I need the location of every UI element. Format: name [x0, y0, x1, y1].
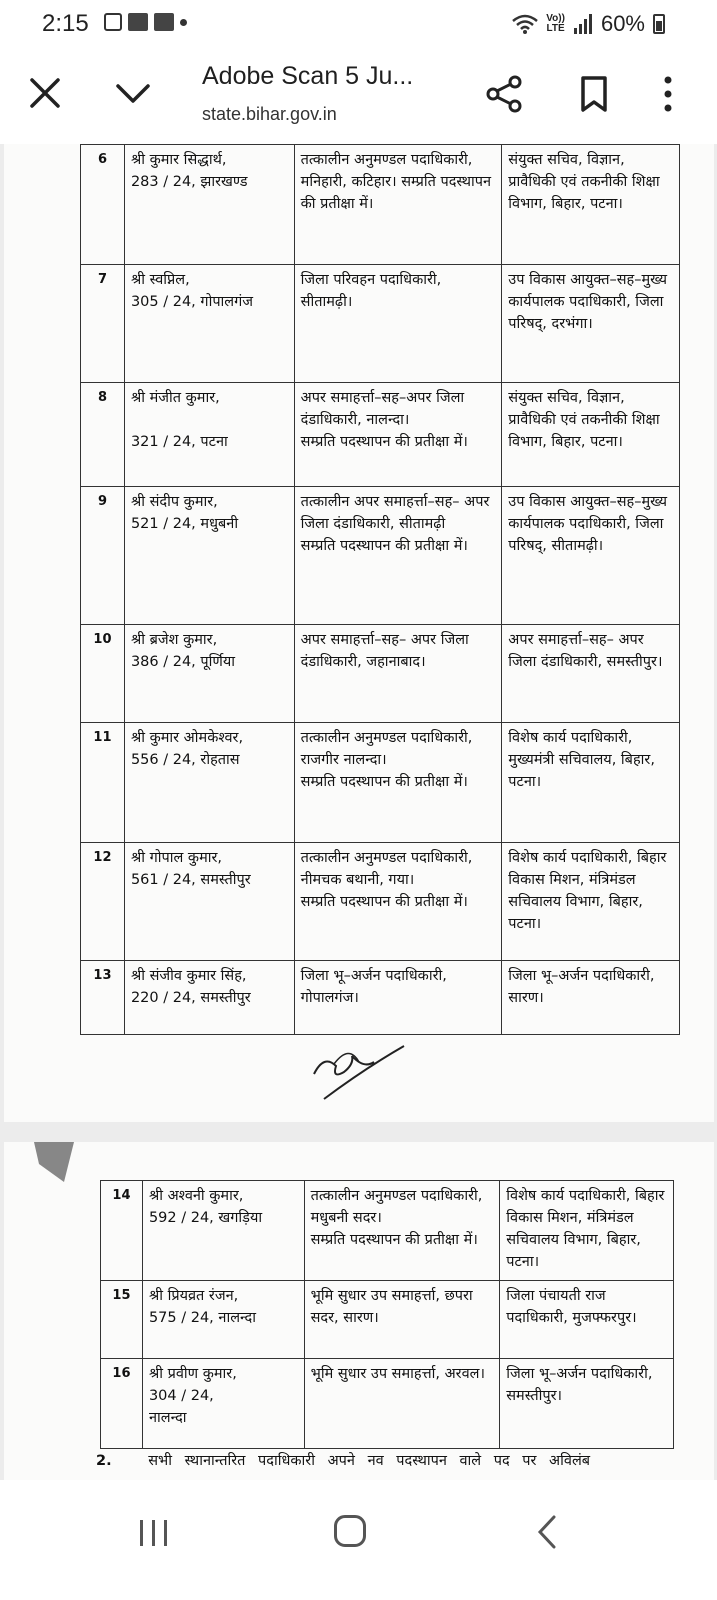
officer-name-cell: श्री संजीव कुमार सिंह, 220 / 24, समस्तीपुर: [124, 961, 294, 1035]
new-posting-cell: संयुक्त सचिव, विज्ञान, प्रावैधिकी एवं तकनीकी शिक्षा विभाग, बिहार, पटना।: [502, 145, 680, 265]
back-icon[interactable]: [534, 1514, 560, 1550]
navigation-bar: [0, 1480, 717, 1600]
system-status: [512, 11, 665, 37]
recent-apps-icon[interactable]: [136, 1518, 172, 1548]
transfer-table-1: [80, 144, 680, 1035]
new-posting-cell: जिला भू–अर्जन पदाधिकारी, समस्तीपुर।: [500, 1359, 674, 1449]
new-posting-cell: उप विकास आयुक्त–सह–मुख्य कार्यपालक पदाधिकारी, जिला परिषद्, दरभंगा।: [502, 265, 680, 383]
current-posting-cell: अपर समाहर्त्ता–सह–अपर जिला दंडाधिकारी, नालन्दा। सम्प्रति पदस्थापन की प्रतीक्षा में।: [294, 383, 502, 487]
new-posting-cell: अपर समाहर्त्ता–सह– अपर जिला दंडाधिकारी, समस्तीपुर।: [502, 625, 680, 723]
gallery-notification-icon: [104, 13, 122, 31]
serial-number-cell: 9: [81, 487, 125, 625]
paragraph-2: [96, 1450, 590, 1470]
officer-name-cell: श्री कुमार ओमकेश्वर, 556 / 24, रोहतास: [124, 723, 294, 843]
officer-name-cell: श्री प्रियव्रत रंजन, 575 / 24, नालन्दा: [142, 1281, 304, 1359]
document-title: Adobe Scan 5 Ju...: [202, 62, 414, 90]
volte-label: Vo)): [546, 13, 565, 24]
lte-label: LTE: [546, 23, 565, 34]
serial-number-cell: 16: [101, 1359, 143, 1449]
serial-number-cell: 11: [81, 723, 125, 843]
table-row: [81, 383, 680, 487]
close-icon[interactable]: [26, 74, 64, 112]
transfer-table-2: [100, 1180, 674, 1449]
current-posting-cell: तत्कालीन अनुमण्डल पदाधिकारी, मधुबनी सदर। सम्प्रति पदस्थापन की प्रतीक्षा में।: [304, 1181, 500, 1281]
current-posting-cell: तत्कालीन अनुमण्डल पदाधिकारी, राजगीर नालन्दा। सम्प्रति पदस्थापन की प्रतीक्षा में।: [294, 723, 502, 843]
news-app-icon: [128, 13, 148, 31]
table-row: [101, 1181, 674, 1281]
news-app-icon-2: [154, 13, 174, 31]
table-row: [101, 1281, 674, 1359]
table-row: [81, 145, 680, 265]
table-row: [81, 487, 680, 625]
scanned-page-1: [4, 144, 714, 1122]
table-row: [81, 961, 680, 1035]
serial-number-cell: 12: [81, 843, 125, 961]
serial-number-cell: 6: [81, 145, 125, 265]
table-row: [81, 625, 680, 723]
paragraph-text: सभी स्थानान्तरित पदाधिकारी अपने नव पदस्थापन वाले पद पर अविलंब: [148, 1453, 591, 1469]
new-posting-cell: जिला भू–अर्जन पदाधिकारी, सारण।: [502, 961, 680, 1035]
officer-name-cell: श्री स्वप्निल, 305 / 24, गोपालगंज: [124, 265, 294, 383]
serial-number-cell: 8: [81, 383, 125, 487]
new-posting-cell: विशेष कार्य पदाधिकारी, बिहार विकास मिशन, मंत्रिमंडल सचिवालय विभाग, बिहार, पटना।: [500, 1181, 674, 1281]
officer-name-cell: श्री मंजीत कुमार, 321 / 24, पटना: [124, 383, 294, 487]
serial-number-cell: 7: [81, 265, 125, 383]
wifi-icon: [512, 14, 538, 34]
volte-indicator: [546, 14, 565, 34]
share-icon[interactable]: [484, 74, 524, 114]
status-bar: [0, 0, 717, 48]
signature-image: [304, 1034, 414, 1104]
notification-icons: [104, 13, 187, 31]
page-fold-shadow: [34, 1142, 74, 1182]
table-row: [81, 723, 680, 843]
status-time: 2:15: [42, 10, 89, 37]
document-url: state.bihar.gov.in: [202, 104, 337, 124]
current-posting-cell: तत्कालीन अनुमण्डल पदाधिकारी, नीमचक बथानी, गया। सम्प्रति पदस्थापन की प्रतीक्षा में।: [294, 843, 502, 961]
document-viewport[interactable]: [0, 144, 717, 1480]
home-icon[interactable]: [334, 1515, 366, 1547]
current-posting-cell: भूमि सुधार उप समाहर्त्ता, छपरा सदर, सारण।: [304, 1281, 500, 1359]
serial-number-cell: 13: [81, 961, 125, 1035]
paragraph-number: 2.: [96, 1453, 112, 1469]
serial-number-cell: 14: [101, 1181, 143, 1281]
officer-name-cell: श्री प्रवीण कुमार, 304 / 24, नालन्दा: [142, 1359, 304, 1449]
new-posting-cell: जिला पंचायती राज पदाधिकारी, मुजफ्फरपुर।: [500, 1281, 674, 1359]
new-posting-cell: विशेष कार्य पदाधिकारी, मुख्यमंत्री सचिवालय, बिहार, पटना।: [502, 723, 680, 843]
officer-name-cell: श्री संदीप कुमार, 521 / 24, मधुबनी: [124, 487, 294, 625]
battery-icon: [653, 14, 665, 34]
officer-name-cell: श्री गोपाल कुमार, 561 / 24, समस्तीपुर: [124, 843, 294, 961]
table-row: [81, 843, 680, 961]
bookmark-icon[interactable]: [578, 74, 610, 114]
current-posting-cell: जिला परिवहन पदाधिकारी, सीतामढ़ी।: [294, 265, 502, 383]
officer-name-cell: श्री अश्वनी कुमार, 592 / 24, खगड़िया: [142, 1181, 304, 1281]
new-posting-cell: विशेष कार्य पदाधिकारी, बिहार विकास मिशन, मंत्रिमंडल सचिवालय विभाग, बिहार, पटना।: [502, 843, 680, 961]
new-posting-cell: संयुक्त सचिव, विज्ञान, प्रावैधिकी एवं तकनीकी शिक्षा विभाग, बिहार, पटना।: [502, 383, 680, 487]
table-row: [81, 265, 680, 383]
scanned-page-2: [4, 1142, 714, 1480]
serial-number-cell: 10: [81, 625, 125, 723]
current-posting-cell: तत्कालीन अनुमण्डल पदाधिकारी, मनिहारी, कटिहार। सम्प्रति पदस्थापन की प्रतीक्षा में।: [294, 145, 502, 265]
app-bar: [0, 48, 717, 144]
current-posting-cell: जिला भू–अर्जन पदाधिकारी, गोपालगंज।: [294, 961, 502, 1035]
current-posting-cell: अपर समाहर्त्ता–सह– अपर जिला दंडाधिकारी, जहानाबाद।: [294, 625, 502, 723]
new-posting-cell: उप विकास आयुक्त–सह–मुख्य कार्यपालक पदाधिकारी, जिला परिषद्, सीतामढ़ी।: [502, 487, 680, 625]
battery-percent: 60%: [600, 11, 645, 36]
table-row: [101, 1359, 674, 1449]
chevron-down-icon[interactable]: [112, 74, 154, 112]
officer-name-cell: श्री कुमार सिद्धार्थ, 283 / 24, झारखण्ड: [124, 145, 294, 265]
more-notifications-icon: [180, 19, 187, 26]
serial-number-cell: 15: [101, 1281, 143, 1359]
more-options-icon[interactable]: [660, 72, 676, 116]
signal-icon: [573, 14, 593, 34]
current-posting-cell: तत्कालीन अपर समाहर्त्ता–सह– अपर जिला दंडाधिकारी, सीतामढ़ी सम्प्रति पदस्थापन की प्रतीक्षा में।: [294, 487, 502, 625]
officer-name-cell: श्री ब्रजेश कुमार, 386 / 24, पूर्णिया: [124, 625, 294, 723]
current-posting-cell: भूमि सुधार उप समाहर्त्ता, अरवल।: [304, 1359, 500, 1449]
